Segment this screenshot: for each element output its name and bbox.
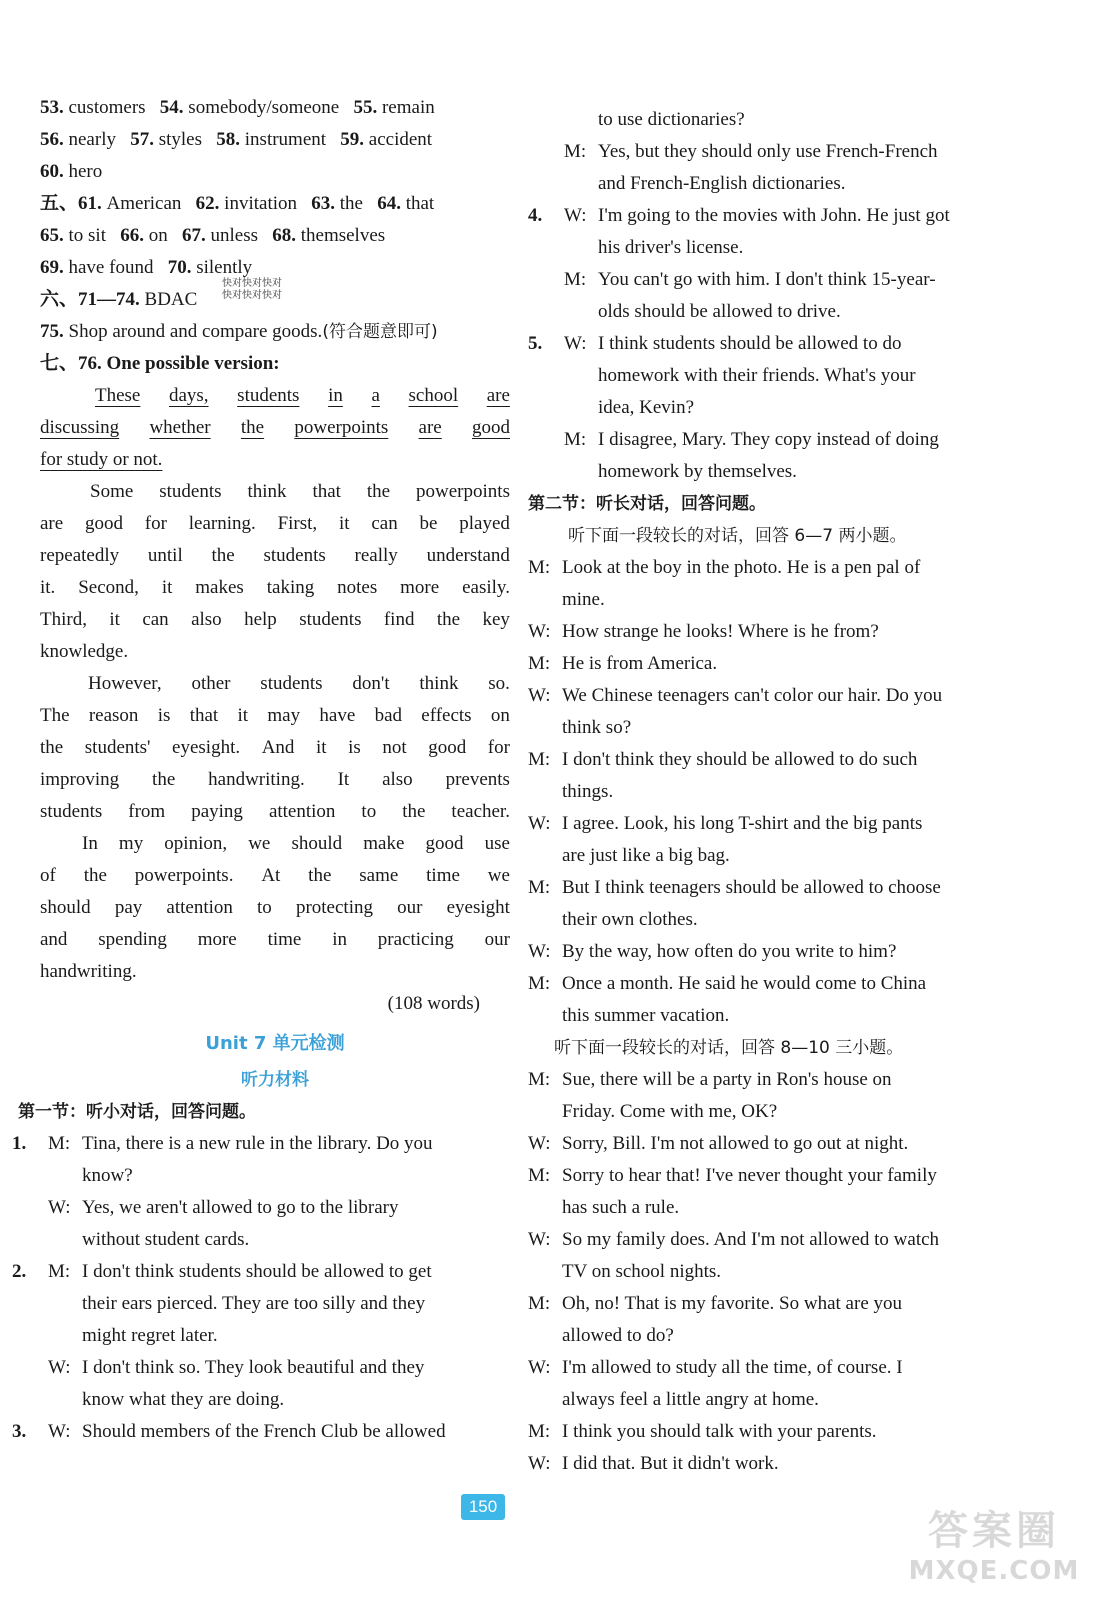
word-count: (108 words) [387, 993, 480, 1014]
dialog-line [528, 1352, 1006, 1384]
essay-word: First, [277, 513, 318, 534]
dialog-line: allowed to do? [562, 1325, 674, 1346]
essay-word: understand [426, 545, 510, 566]
unit-title: Unit 7 单元检测 [205, 1033, 345, 1054]
essay-word: students [40, 801, 103, 822]
essay-word: powerpoints. [134, 865, 234, 886]
essay-word: make [363, 833, 405, 854]
dialog-line: their own clothes. [562, 909, 698, 930]
essay-word: use [484, 833, 510, 854]
essay-word: opinion, [164, 833, 228, 854]
essay-word: it [315, 737, 327, 758]
long-dialog-1 [528, 552, 1006, 1032]
dialog-line: and French-English dictionaries. [598, 173, 846, 194]
essay [40, 380, 510, 988]
dialog-text: I don't think they should be allowed to do such [562, 749, 918, 770]
essay-word: until [147, 545, 183, 566]
essay-word: the [436, 609, 461, 630]
dialog-line: homework by themselves. [598, 461, 797, 482]
essay-line [40, 412, 510, 444]
dialog-line [12, 1128, 510, 1160]
essay-line [40, 604, 510, 636]
essay-word: the [211, 545, 235, 566]
speaker-label: W: [564, 205, 587, 226]
essay-word: other [191, 673, 231, 694]
dialog-line: things. [562, 781, 614, 802]
essay-line [40, 540, 510, 572]
dialog-4 [528, 200, 1006, 328]
dialog-line [528, 968, 1006, 1000]
essay-word: students [263, 545, 326, 566]
page-number: 150 [461, 1494, 505, 1520]
speaker-label: M: [528, 1421, 551, 1442]
dialog-text: I agree. Look, his long T-shirt and the big pants [562, 813, 923, 834]
essay-line [40, 572, 510, 604]
essay-word: for [487, 737, 510, 758]
dialog-text: I disagree, Mary. They copy instead of doing [598, 429, 939, 450]
answers-61-64: 五、61. American 62. invitation 63. the 64. that [40, 193, 435, 214]
essay-word: be [419, 513, 438, 534]
dialog-line [528, 936, 1006, 968]
essay-word: are [486, 385, 510, 406]
essay-word: have [319, 705, 356, 726]
essay-word: effects [421, 705, 472, 726]
dialog-number: 4. [528, 205, 543, 226]
stamp-text: 快对快对快对 快对快对快对 [222, 278, 282, 301]
dialog-text: I did that. But it didn't work. [562, 1453, 779, 1474]
essay-word: may [267, 705, 301, 726]
dialog-line: to use dictionaries? [598, 109, 745, 130]
essay-word: repeatedly [40, 545, 120, 566]
essay-word: teacher. [451, 801, 510, 822]
dialog-text: You can't go with him. I don't think 15-year- [598, 269, 936, 290]
essay-word: not [382, 737, 407, 758]
dialog-line [528, 1128, 1006, 1160]
speaker-label: W: [528, 1133, 551, 1154]
dialog-line [528, 744, 1006, 776]
essay-word: same [359, 865, 399, 886]
essay-word: it [161, 577, 173, 598]
speaker-label: W: [528, 813, 551, 834]
essay-word: is [348, 737, 361, 758]
essay-word: reason [88, 705, 139, 726]
dialog-text: Yes, but they should only use French-French [598, 141, 938, 162]
essay-word: and [40, 929, 68, 950]
speaker-label: M: [528, 973, 551, 994]
answers-53-55: 53. customers 54. somebody/someone 55. remain [40, 97, 435, 118]
essay-word: attention [166, 897, 233, 918]
essay-word: protecting [295, 897, 373, 918]
speaker-label: M: [528, 877, 551, 898]
dialog-line [528, 648, 1006, 680]
dialog-text: Yes, we aren't allowed to go to the library [82, 1197, 399, 1218]
dialog-line: homework with their friends. What's your [598, 365, 916, 386]
speaker-label: W: [564, 333, 587, 354]
speaker-label: M: [564, 429, 587, 450]
essay-word: in [328, 385, 343, 406]
essay-line: knowledge. [40, 641, 129, 662]
section-7-heading: 七、76. One possible version: [40, 353, 280, 374]
essay-word: so. [488, 673, 510, 694]
speaker-label: W: [528, 941, 551, 962]
speaker-label: M: [48, 1133, 71, 1154]
essay-word: the [402, 801, 426, 822]
speaker-label: M: [564, 269, 587, 290]
dialog-line: has such a rule. [562, 1197, 680, 1218]
dialog-text: Tina, there is a new rule in the library. Do you [82, 1133, 433, 1154]
essay-word: don't [352, 673, 390, 694]
speaker-label: M: [528, 653, 551, 674]
essay-word: are [418, 417, 442, 438]
speaker-label: M: [528, 1165, 551, 1186]
dialog-line [528, 424, 1006, 456]
essay-word: think [247, 481, 287, 502]
essay-word: are [40, 513, 64, 534]
essay-word: our [484, 929, 510, 950]
answers-56-59: 56. nearly 57. styles 58. instrument 59. accident [40, 129, 433, 150]
dialog-number: 1. [12, 1133, 27, 1154]
essay-word: the [152, 769, 176, 790]
essay-word: prevents [445, 769, 510, 790]
dialog-line [528, 1448, 1006, 1480]
dialog-text: I don't think students should be allowed to get [82, 1261, 432, 1282]
essay-word: whether [149, 417, 211, 438]
essay-line [40, 668, 510, 700]
essay-line [40, 732, 510, 764]
essay-word: on [490, 705, 510, 726]
dialog-line: Friday. Come with me, OK? [562, 1101, 778, 1122]
essay-word: taking [266, 577, 315, 598]
dialog-text: Sorry to hear that! I've never thought your family [562, 1165, 937, 1186]
dialog-line [528, 136, 1006, 168]
speaker-label: W: [528, 1229, 551, 1250]
essay-word: of [40, 865, 56, 886]
dialog-text: Sorry, Bill. I'm not allowed to go out at night. [562, 1133, 909, 1154]
right-column [528, 104, 1006, 1480]
dialog-text: I don't think so. They look beautiful and they [82, 1357, 425, 1378]
essay-word: time [267, 929, 302, 950]
essay-word: discussing [40, 417, 120, 438]
dialog-line [528, 200, 1006, 232]
dialog-text: We Chinese teenagers can't color our hair. Do you [562, 685, 943, 706]
dialog-line: their ears pierced. They are too silly and they [82, 1293, 426, 1314]
dialog-text: I think students should be allowed to do [598, 333, 902, 354]
section-2-title: 第二节：听长对话，回答问题。 [528, 494, 766, 514]
essay-word: At [261, 865, 281, 886]
essay-line [40, 924, 510, 956]
essay-word: to [257, 897, 272, 918]
dialog-line [528, 616, 1006, 648]
essay-word: find [383, 609, 415, 630]
dialog-3-continued [528, 104, 1006, 200]
dialog-line [528, 552, 1006, 584]
essay-word: eyesight. [172, 737, 241, 758]
dialog-line: TV on school nights. [562, 1261, 722, 1282]
dialog-text: Should members of the French Club be allowed [82, 1421, 446, 1442]
essay-word: it [109, 609, 120, 630]
dialog-text: Once a month. He said he would come to China [562, 973, 927, 994]
essay-word: more [400, 577, 440, 598]
essay-line: for study or not. [40, 449, 163, 470]
essay-word: pay [114, 897, 143, 918]
dialog-line: without student cards. [82, 1229, 250, 1250]
long-dialog-2 [528, 1064, 1006, 1480]
dialog-text: I'm going to the movies with John. He just got [598, 205, 950, 226]
essay-word: students [159, 481, 222, 502]
essay-word: to [361, 801, 377, 822]
answer-60: 60. hero [40, 161, 103, 182]
essay-word: attention [268, 801, 336, 822]
essay-word: spending [98, 929, 167, 950]
essay-word: Second, [78, 577, 139, 598]
essay-word: can [371, 513, 398, 534]
essay-word: help [244, 609, 277, 630]
dialog-line [12, 1192, 510, 1224]
speaker-label: M: [528, 557, 551, 578]
dialog-text: Look at the boy in the photo. He is a pen pal of [562, 557, 921, 578]
dialog-line [528, 1064, 1006, 1096]
essay-word: good [425, 833, 464, 854]
dialog-line: always feel a little angry at home. [562, 1389, 819, 1410]
dialog-5 [528, 328, 1006, 488]
dialog-line [528, 1160, 1006, 1192]
essay-word: days, [168, 385, 209, 406]
dialog-number: 3. [12, 1421, 27, 1442]
essay-word: In [82, 833, 98, 854]
speaker-label: W: [48, 1197, 71, 1218]
dialog-number: 2. [12, 1261, 27, 1282]
listening-title: 听力材料 [241, 1070, 309, 1090]
dialog-line [12, 1256, 510, 1288]
essay-word: The [40, 705, 70, 726]
essay-word: we [487, 865, 510, 886]
dialog-line: idea, Kevin? [598, 397, 695, 418]
essay-word: in [332, 929, 347, 950]
essay-word: think [419, 673, 459, 694]
essay-line [40, 476, 510, 508]
speaker-label: W: [48, 1357, 71, 1378]
essay-word: easily. [462, 577, 510, 598]
short-dialogs [12, 1128, 510, 1448]
essay-word: for [144, 513, 167, 534]
answer-75: 75. Shop around and compare goods.(符合题意即可) [40, 321, 438, 342]
essay-line [40, 828, 510, 860]
essay-word: the [40, 737, 64, 758]
essay-word: students [260, 673, 323, 694]
speaker-label: W: [528, 1357, 551, 1378]
essay-line [40, 508, 510, 540]
dialog-line: olds should be allowed to drive. [598, 301, 841, 322]
dialog-text: Oh, no! That is my favorite. So what are you [562, 1293, 902, 1314]
essay-word: students' [84, 737, 151, 758]
dialog-line [12, 1416, 510, 1448]
dialog-text: By the way, how often do you write to him? [562, 941, 897, 962]
essay-word: students [299, 609, 362, 630]
essay-word: It [337, 769, 350, 790]
dialog-line: mine. [562, 589, 605, 610]
essay-word: a [371, 385, 380, 406]
essay-line [40, 892, 510, 924]
dialog-text: How strange he looks! Where is he from? [562, 621, 879, 642]
essay-word: played [459, 513, 510, 534]
speaker-label: M: [564, 141, 587, 162]
essay-word: practicing [377, 929, 454, 950]
essay-line [40, 380, 510, 412]
essay-word: should [40, 897, 91, 918]
speaker-label: W: [528, 685, 551, 706]
answers-65-68: 65. to sit 66. on 67. unless 68. themselves [40, 225, 386, 246]
essay-line: handwriting. [40, 961, 137, 982]
dialog-line [12, 1352, 510, 1384]
essay-word: Some [90, 481, 134, 502]
essay-word: improving [40, 769, 120, 790]
essay-word: makes [195, 577, 244, 598]
essay-word: notes [337, 577, 378, 598]
essay-word: the [240, 417, 265, 438]
essay-word: also [191, 609, 222, 630]
essay-word: However, [88, 673, 162, 694]
dialog-text: So my family does. And I'm not allowed to watch [562, 1229, 940, 1250]
dialog-text: But I think teenagers should be allowed to choose [562, 877, 941, 898]
essay-word: also [382, 769, 413, 790]
speaker-label: M: [528, 1293, 551, 1314]
speaker-label: M: [528, 749, 551, 770]
essay-word: key [482, 609, 510, 630]
dialog-line: know? [82, 1165, 133, 1186]
essay-word: good [472, 417, 510, 438]
speaker-label: W: [528, 621, 551, 642]
instruction-6-7: 听下面一段较长的对话，回答 6—7 两小题。 [568, 526, 907, 546]
speaker-label: W: [528, 1453, 551, 1474]
essay-word: the [308, 865, 332, 886]
watermark-logo: 答案圈 MXQE.COM [908, 1508, 1080, 1586]
essay-word: good [85, 513, 123, 534]
essay-word: learning. [188, 513, 256, 534]
answers-69-70: 69. have found 70. silently [40, 257, 253, 278]
essay-word: the [83, 865, 107, 886]
dialog-line [528, 808, 1006, 840]
section-1-title: 第一节：听小对话，回答问题。 [18, 1102, 256, 1122]
speaker-label: M: [48, 1261, 71, 1282]
instruction-8-10: 听下面一段较长的对话，回答 8—10 三小题。 [554, 1038, 904, 1058]
dialog-text: He is from America. [562, 653, 718, 674]
dialog-line: might regret later. [82, 1325, 218, 1346]
essay-word: eyesight [446, 897, 510, 918]
essay-word: from [128, 801, 166, 822]
essay-word: powerpoints [294, 417, 389, 438]
essay-word: is [157, 705, 171, 726]
essay-word: These [95, 385, 141, 406]
essay-word: powerpoints [416, 481, 510, 502]
essay-word: it. [40, 577, 56, 598]
dialog-line: this summer vacation. [562, 1005, 730, 1026]
dialog-line: his driver's license. [598, 237, 744, 258]
dialog-text: I think you should talk with your parents. [562, 1421, 877, 1442]
essay-word: handwriting. [208, 769, 305, 790]
essay-word: paying [191, 801, 243, 822]
dialog-number: 5. [528, 333, 543, 354]
essay-word: should [291, 833, 343, 854]
dialog-line: are just like a big bag. [562, 845, 730, 866]
dialog-line [528, 328, 1006, 360]
essay-word: bad [374, 705, 402, 726]
essay-word: more [197, 929, 237, 950]
essay-line [40, 764, 510, 796]
essay-line [40, 860, 510, 892]
essay-word: that [189, 705, 219, 726]
essay-word: my [118, 833, 144, 854]
essay-word: And [261, 737, 295, 758]
speaker-label: M: [528, 1069, 551, 1090]
essay-word: that [312, 481, 341, 502]
answers-71-74: 六、71—74. BDAC [40, 289, 198, 310]
essay-word: we [248, 833, 271, 854]
essay-word: time [426, 865, 460, 886]
dialog-line [528, 1416, 1006, 1448]
dialog-line [528, 1288, 1006, 1320]
essay-word: the [366, 481, 391, 502]
essay-line [40, 796, 510, 828]
dialog-line [528, 680, 1006, 712]
essay-word: can [142, 609, 169, 630]
essay-word: really [354, 545, 398, 566]
dialog-line: know what they are doing. [82, 1389, 285, 1410]
dialog-text: I'm allowed to study all the time, of course. I [562, 1357, 903, 1378]
essay-line [40, 700, 510, 732]
essay-word: our [397, 897, 423, 918]
essay-word: it [338, 513, 350, 534]
dialog-text: Sue, there will be a party in Ron's house on [562, 1069, 892, 1090]
essay-word: students [237, 385, 300, 406]
dialog-line [528, 872, 1006, 904]
dialog-line [528, 1224, 1006, 1256]
dialog-line: think so? [562, 717, 632, 738]
essay-word: school [408, 385, 459, 406]
essay-word: good [428, 737, 467, 758]
essay-word: Third, [40, 609, 87, 630]
speaker-label: W: [48, 1421, 71, 1442]
essay-word: it [237, 705, 249, 726]
dialog-line [528, 264, 1006, 296]
